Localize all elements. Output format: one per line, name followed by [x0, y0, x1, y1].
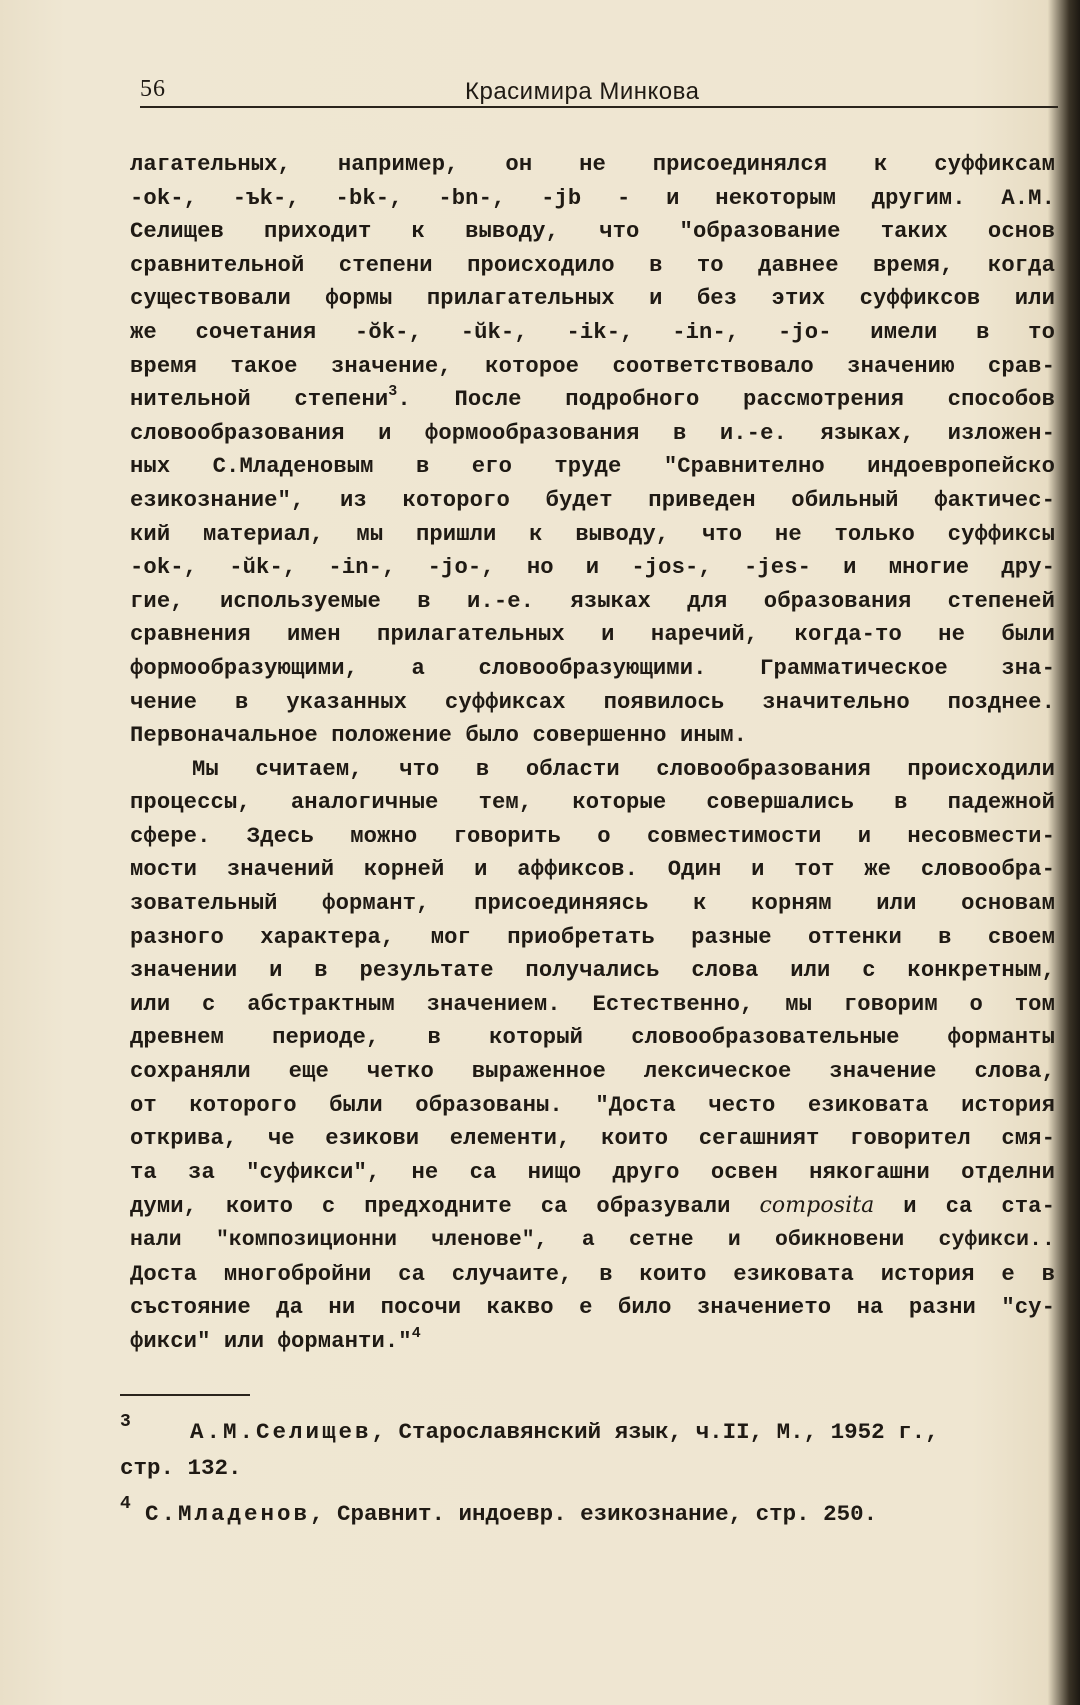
text-line: зовательный формант, присоединяясь к корням или основам [130, 891, 1055, 917]
footnote-3 [120, 1404, 1060, 1450]
text-line: от которого были образованы. "Доста често езиковата история [130, 1092, 1055, 1118]
text-line: значении и в результате получались слова или с конкретным, [130, 958, 1055, 984]
text-line: -ok-, -ŭk-, -in-, -jo-, но и -jos-, -jes- и многие дру- [130, 555, 1055, 581]
text-line: существовали формы прилагательных и без этих суффиксов или [130, 286, 1055, 312]
text-line: же сочетания -ŏk-, -ŭk-, -ik-, -in-, -jo- имели в то [130, 319, 1055, 345]
main-text [130, 148, 1055, 1358]
text-line: словообразования и формообразования в и.-е. языках, изложен- [130, 420, 1055, 446]
text-line: езикознание", из которого будет приведен обильный фактичес- [130, 487, 1055, 513]
text-line: время такое значение, которое соответствовало значению срав- [130, 353, 1055, 379]
text-line: състояние да ни посочи какво е било значението на разни "су- [130, 1295, 1055, 1321]
text-line: Мы считаем, что в области словообразования происходили [192, 756, 1055, 782]
footnote-mark: 4 [120, 1494, 131, 1514]
text-segment: фикси" или форманти." [130, 1328, 412, 1354]
text-line: мости значений корней и аффиксов. Один и тот же словообра- [130, 857, 1055, 883]
text-line: сравнения имен прилагательных и наречий, когда-то не были [130, 622, 1055, 648]
footnote-text: , Старославянский язык, ч.II, М., 1952 г., [371, 1419, 939, 1445]
text-segment: и са ста- [874, 1194, 1055, 1220]
italic-term: composita [759, 1193, 875, 1219]
footnote-3-continuation: стр. 132. [120, 1455, 242, 1481]
text-line: сохраняли еще четко выраженное лексическое значение слова, [130, 1059, 1055, 1085]
text-line: та за "суфикси", не са нищо друго освен някогашни отделни [130, 1159, 1055, 1185]
text-line: лагательных, например, он не присоединялся к суффиксам [130, 152, 1055, 177]
text-line: разного характера, мог приобретать разные оттенки в своем [130, 924, 1055, 950]
text-line [130, 1189, 1055, 1224]
text-line: сравнительной степени происходило в то давнее время, когда [130, 252, 1055, 278]
text-segment: нительной степени [130, 387, 389, 413]
text-line: открива, че езикови елементи, които сегашният говорител смя- [130, 1126, 1055, 1152]
text-line: кий материал, мы пришли к выводу, что не только суффиксы [130, 521, 1055, 547]
text-line: древнем периоде, в который словообразовательные форманты [130, 1025, 1055, 1051]
text-segment: думи, които с предходните са образували [130, 1194, 760, 1220]
text-line: чение в указанных суффиксах появилось значительно позднее. [130, 689, 1055, 715]
footnote-author: А.М.Селищев [190, 1419, 372, 1445]
footnote-author: С.Младенов [145, 1501, 311, 1527]
text-line: ных С.Младеновым в его труде "Сравнително индоевропейско [130, 454, 1055, 480]
running-head: Красимира Минкова [465, 78, 700, 105]
footnote-ref-4: 4 [411, 1324, 421, 1342]
footnote-text: , Сравнит. индоевр. езикознание, стр. 250. [310, 1501, 878, 1527]
text-line: Селищев приходит к выводу, что "образование таких основ [130, 219, 1055, 245]
footnote-rule [120, 1394, 250, 1396]
text-line: нали "композиционни членове", а сетне и обикновени суфикси.. [130, 1228, 1055, 1252]
text-line [130, 1325, 1055, 1359]
text-line: -ok-, -ъk-, -bk-, -bn-, -jb - и некоторым другим. А.М. [130, 185, 1055, 211]
text-line: Первоначальное положение было совершенно иным. [130, 723, 748, 749]
text-line: Доста многобройни са случаите, в които езиковата история е в [130, 1261, 1055, 1287]
footnote-4 [120, 1486, 1060, 1532]
footnotes [120, 1404, 1060, 1532]
footnote-mark: 3 [120, 1412, 131, 1432]
page-header [140, 76, 1058, 108]
text-line [130, 383, 1055, 417]
text-line: процессы, аналогичные тем, которые совершались в падежной [130, 790, 1055, 816]
text-line: сфере. Здесь можно говорить о совместимости и несовмести- [130, 823, 1055, 849]
text-line: гие, используемые в и.-е. языках для образования степеней [130, 588, 1055, 614]
text-line: или с абстрактным значением. Естественно, мы говорим о том [130, 991, 1055, 1017]
page-number: 56 [140, 76, 166, 102]
text-line: формообразующими, а словообразующими. Грамматическое зна- [130, 655, 1055, 681]
footnote-ref-3: 3 [388, 383, 398, 401]
text-segment: . После подробного рассмотрения способов [397, 387, 1055, 413]
